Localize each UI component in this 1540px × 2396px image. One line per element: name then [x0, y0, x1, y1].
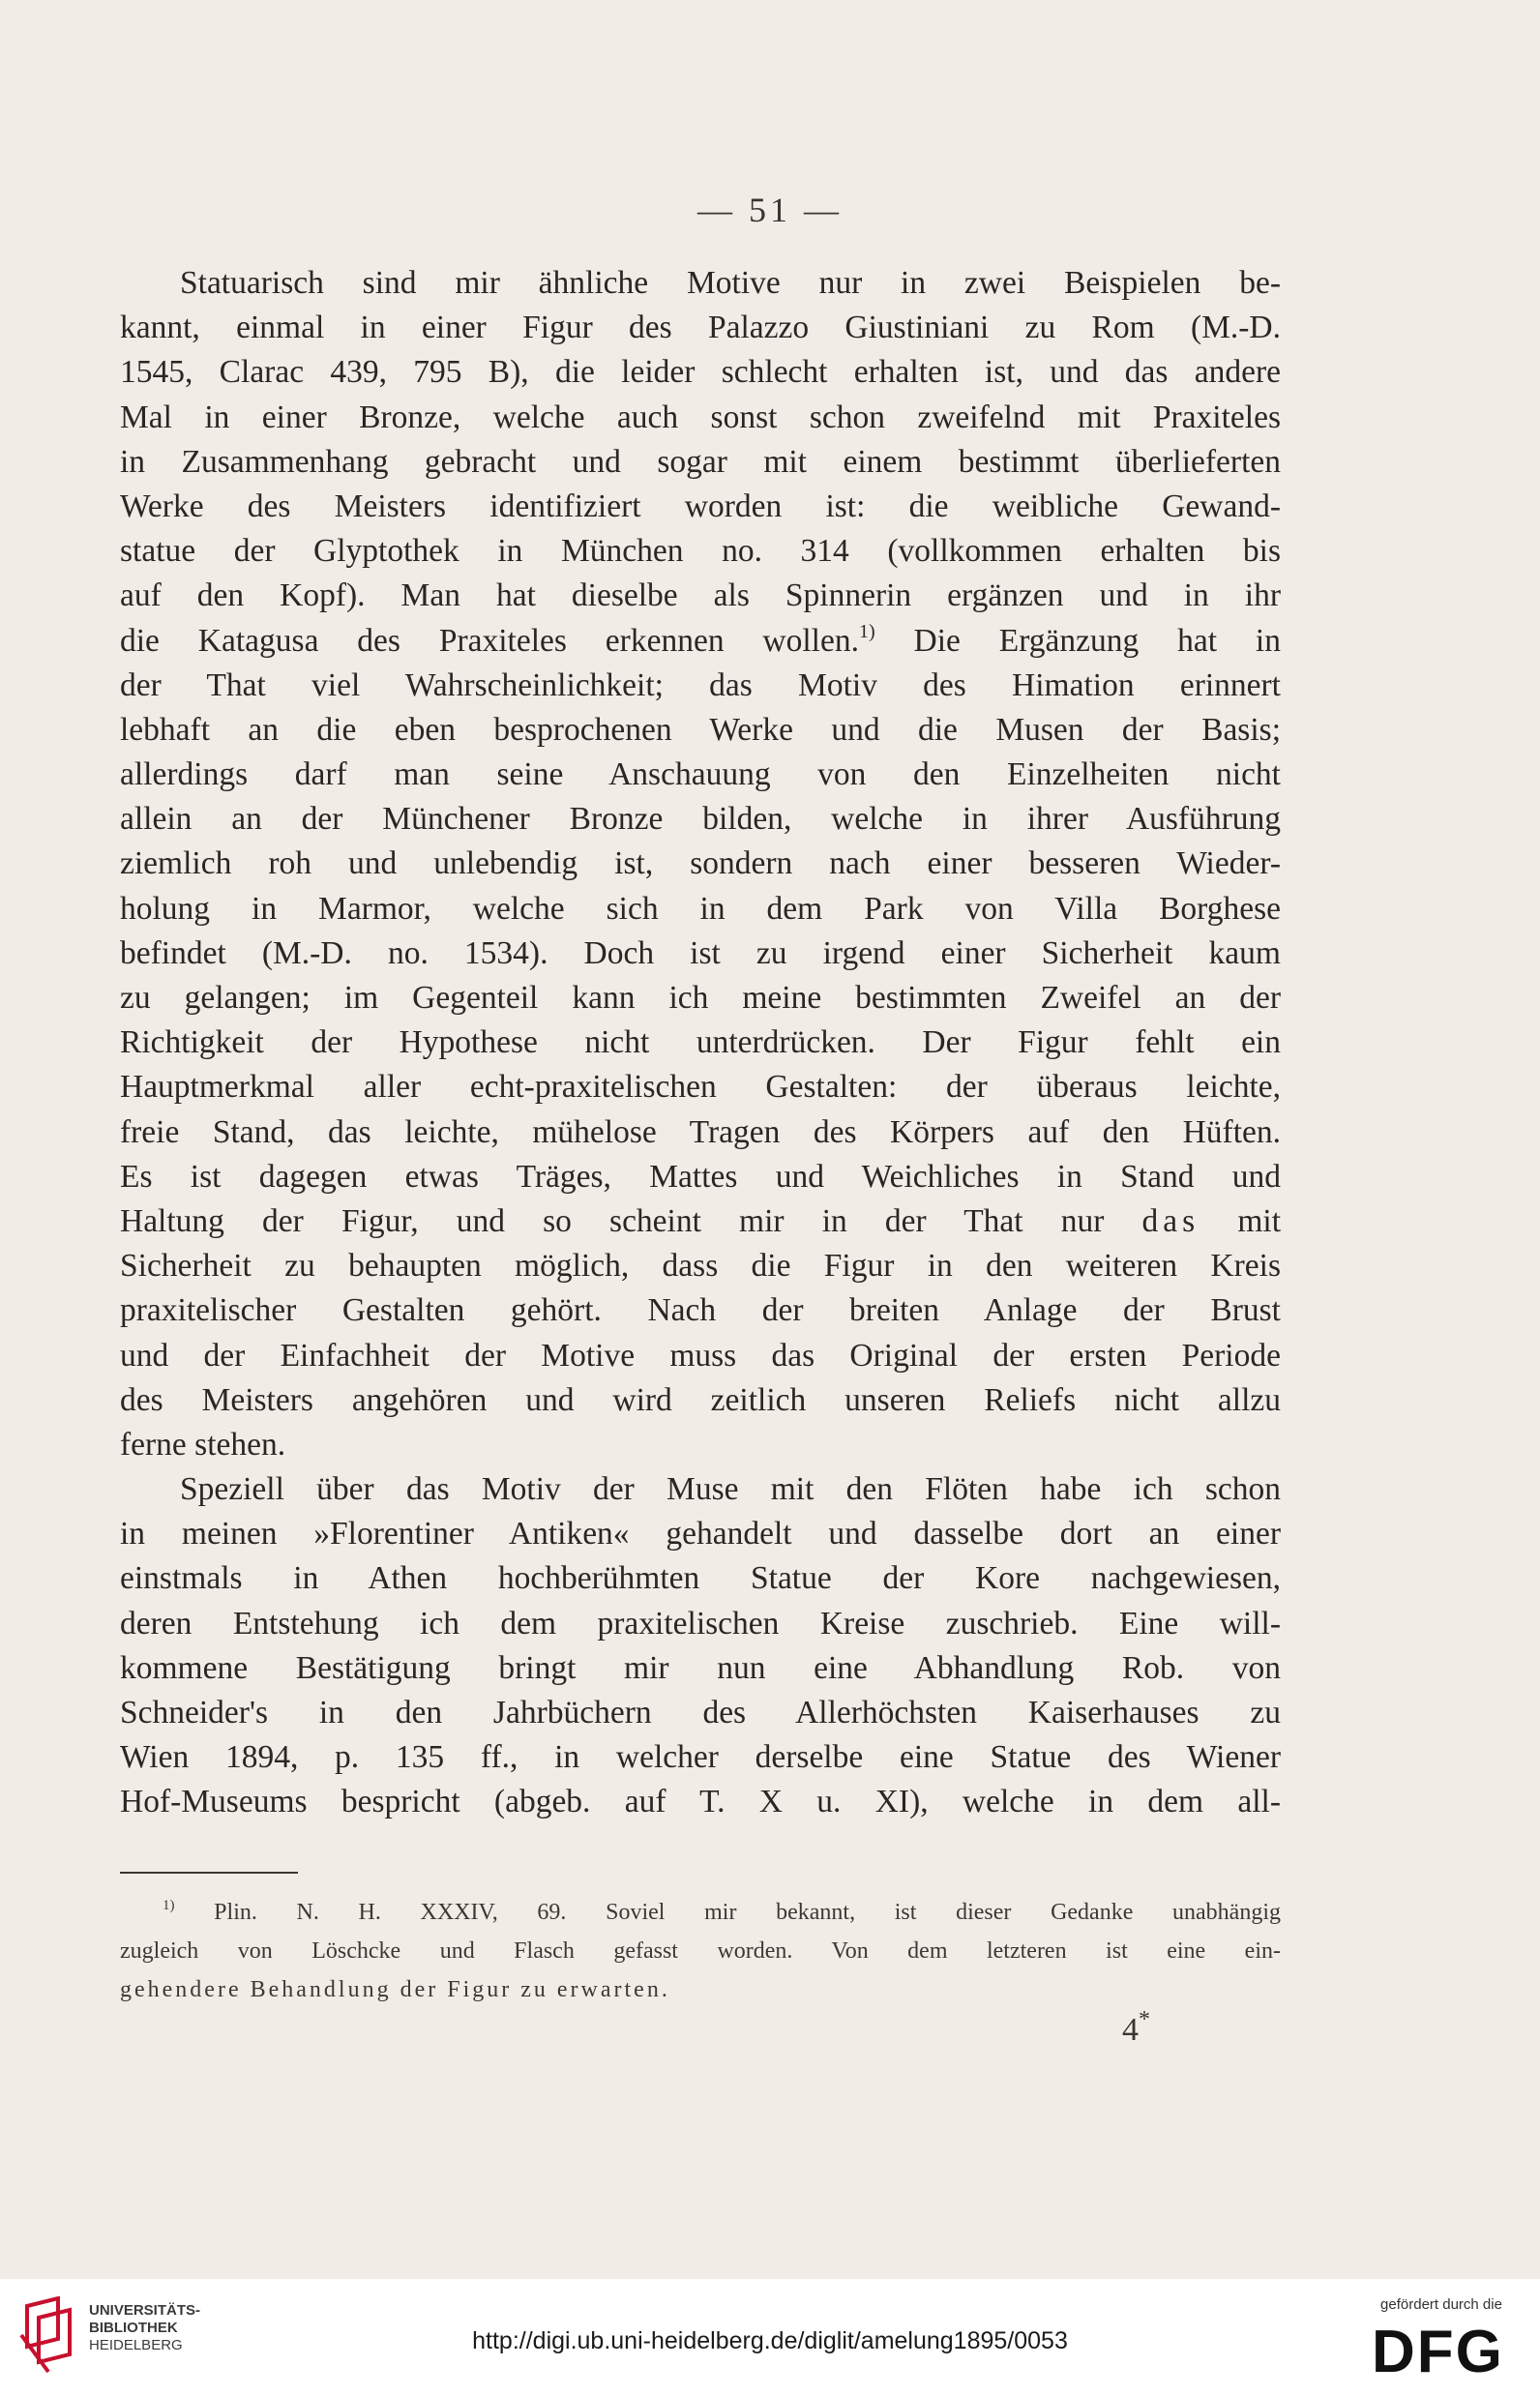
text-line-with-footnote [120, 619, 1281, 664]
sheet-signature [1122, 2007, 1150, 2049]
viewer-footer [0, 2279, 1540, 2396]
text-segment: mit [1237, 1202, 1282, 1239]
text-line: Mal in einer Bronze, welche auch sonst schon zweifelnd mit Praxiteles [120, 399, 1281, 435]
footnote-ref[interactable]: 1) [858, 620, 875, 642]
signature-number: 4 [1122, 2012, 1139, 2048]
text-line: Wien 1894, p. 135 ff., in welcher derselbe eine Statue des Wiener [120, 1739, 1281, 1776]
dfg-logo[interactable]: DFG [1372, 2319, 1504, 2385]
text-line: deren Entstehung ich dem praxitelischen Kreise zuschrieb. Eine will- [120, 1605, 1281, 1642]
text-line: kannt, einmal in einer Figur des Palazzo Giustiniani zu Rom (M.-D. [120, 310, 1281, 346]
text-segment: Die Ergänzung hat in [913, 622, 1281, 659]
footnotes [120, 1893, 1281, 2009]
text-line: Hauptmerkmal aller echt-praxitelischen Gestalten: der überaus leichte, [120, 1069, 1281, 1106]
text-line: lebhaft an die eben besprochenen Werke und die Musen der Basis; [120, 711, 1281, 748]
footnote-line: zugleich von Löschcke und Flasch gefasst worden. Von dem letzteren ist eine ein- [120, 1938, 1281, 1964]
text-line: der That viel Wahrscheinlichkeit; das Motiv des Himation erinnert [120, 666, 1281, 703]
footnote-line: gehendere Behandlung der Figur zu erwarten. [120, 1977, 670, 2002]
text-line: auf den Kopf). Man hat dieselbe als Spinnerin ergänzen und in ihr [120, 577, 1281, 614]
text-line: in meinen »Florentiner Antiken« gehandelt und dasselbe dort an einer [120, 1516, 1281, 1553]
page-number: — 51 — [697, 191, 843, 229]
text-line: 1545, Clarac 439, 795 B), die leider schlecht erhalten ist, und das andere [120, 354, 1281, 391]
body-text [120, 261, 1281, 1825]
paragraph-1 [120, 261, 1281, 1467]
text-line: ziemlich roh und unlebendig ist, sondern nach einer besseren Wieder- [120, 845, 1281, 882]
text-line: und der Einfachheit der Motive muss das Original der ersten Periode [120, 1337, 1281, 1374]
library-line-1: UNIVERSITÄTS- [89, 2302, 201, 2319]
text-line: Es ist dagegen etwas Träges, Mattes und Weichliches in Stand und [120, 1158, 1281, 1195]
text-line: Hof-Museums bespricht (abgeb. auf T. X u. XI), welche in dem all- [120, 1784, 1281, 1820]
footnote-marker: 1) [163, 1898, 175, 1913]
footnote-line [120, 1893, 1281, 1932]
text-line: allein an der Münchener Bronze bilden, welche in ihrer Ausführung [120, 801, 1281, 838]
footnote-divider [120, 1872, 298, 1874]
emphasized-word: das [1141, 1202, 1200, 1239]
library-line-3: HEIDELBERG [89, 2337, 183, 2353]
paragraph-2 [120, 1467, 1281, 1825]
text-segment: Haltung der Figur, und so scheint mir in der That nur [120, 1202, 1105, 1239]
text-line: zu gelangen; im Gegenteil kann ich meine bestimmten Zweifel an der [120, 980, 1281, 1016]
text-line: Statuarisch sind mir ähnliche Motive nur in zwei Beispielen be- [180, 265, 1281, 301]
signature-star: * [1139, 2007, 1150, 2032]
text-line: praxitelischer Gestalten gehört. Nach der breiten Anlage der Brust [120, 1292, 1281, 1329]
text-line: in Zusammenhang gebracht und sogar mit einem bestimmt überlieferten [120, 443, 1281, 480]
text-line: Sicherheit zu behaupten möglich, dass die Figur in den weiteren Kreis [120, 1248, 1281, 1285]
text-line: statue der Glyptothek in München no. 314 (vollkommen erhalten bis [120, 533, 1281, 570]
library-line-2: BIBLIOTHEK [89, 2320, 178, 2336]
text-line: freie Stand, das leichte, mühelose Tragen des Körpers auf den Hüften. [120, 1113, 1281, 1150]
text-line: einstmals in Athen hochberühmten Statue der Kore nachgewiesen, [120, 1560, 1281, 1597]
text-line: Richtigkeit der Hypothese nicht unterdrücken. Der Figur fehlt ein [120, 1024, 1281, 1061]
text-line-with-spaced-word [120, 1199, 1281, 1244]
text-line: allerdings darf man seine Anschauung von den Einzelheiten nicht [120, 756, 1281, 793]
text-line: des Meisters angehören und wird zeitlich unseren Reliefs nicht allzu [120, 1381, 1281, 1418]
funding-caption: gefördert durch die [1380, 2296, 1502, 2313]
permalink[interactable]: http://digi.ub.uni-heidelberg.de/diglit/amelung1895/0053 [472, 2327, 1068, 2354]
text-line: Speziell über das Motiv der Muse mit den Flöten habe ich schon [180, 1471, 1281, 1508]
text-segment: die Katagusa des Praxiteles erkennen wollen. [120, 622, 859, 659]
text-line: befindet (M.-D. no. 1534). Doch ist zu irgend einer Sicherheit kaum [120, 934, 1281, 971]
text-line: Werke des Meisters identifiziert worden ist: die weibliche Gewand- [120, 488, 1281, 524]
text-line: holung in Marmor, welche sich in dem Park von Villa Borghese [120, 890, 1281, 927]
text-line: Schneider's in den Jahrbüchern des Allerhöchsten Kaiserhauses zu [120, 1695, 1281, 1730]
text-line: kommene Bestätigung bringt mir nun eine Abhandlung Rob. von [120, 1649, 1281, 1686]
footnote-text: Plin. N. H. XXXIV, 69. Soviel mir bekannt, ist dieser Gedanke unabhängig [214, 1900, 1282, 1925]
text-line: ferne stehen. [120, 1426, 286, 1463]
